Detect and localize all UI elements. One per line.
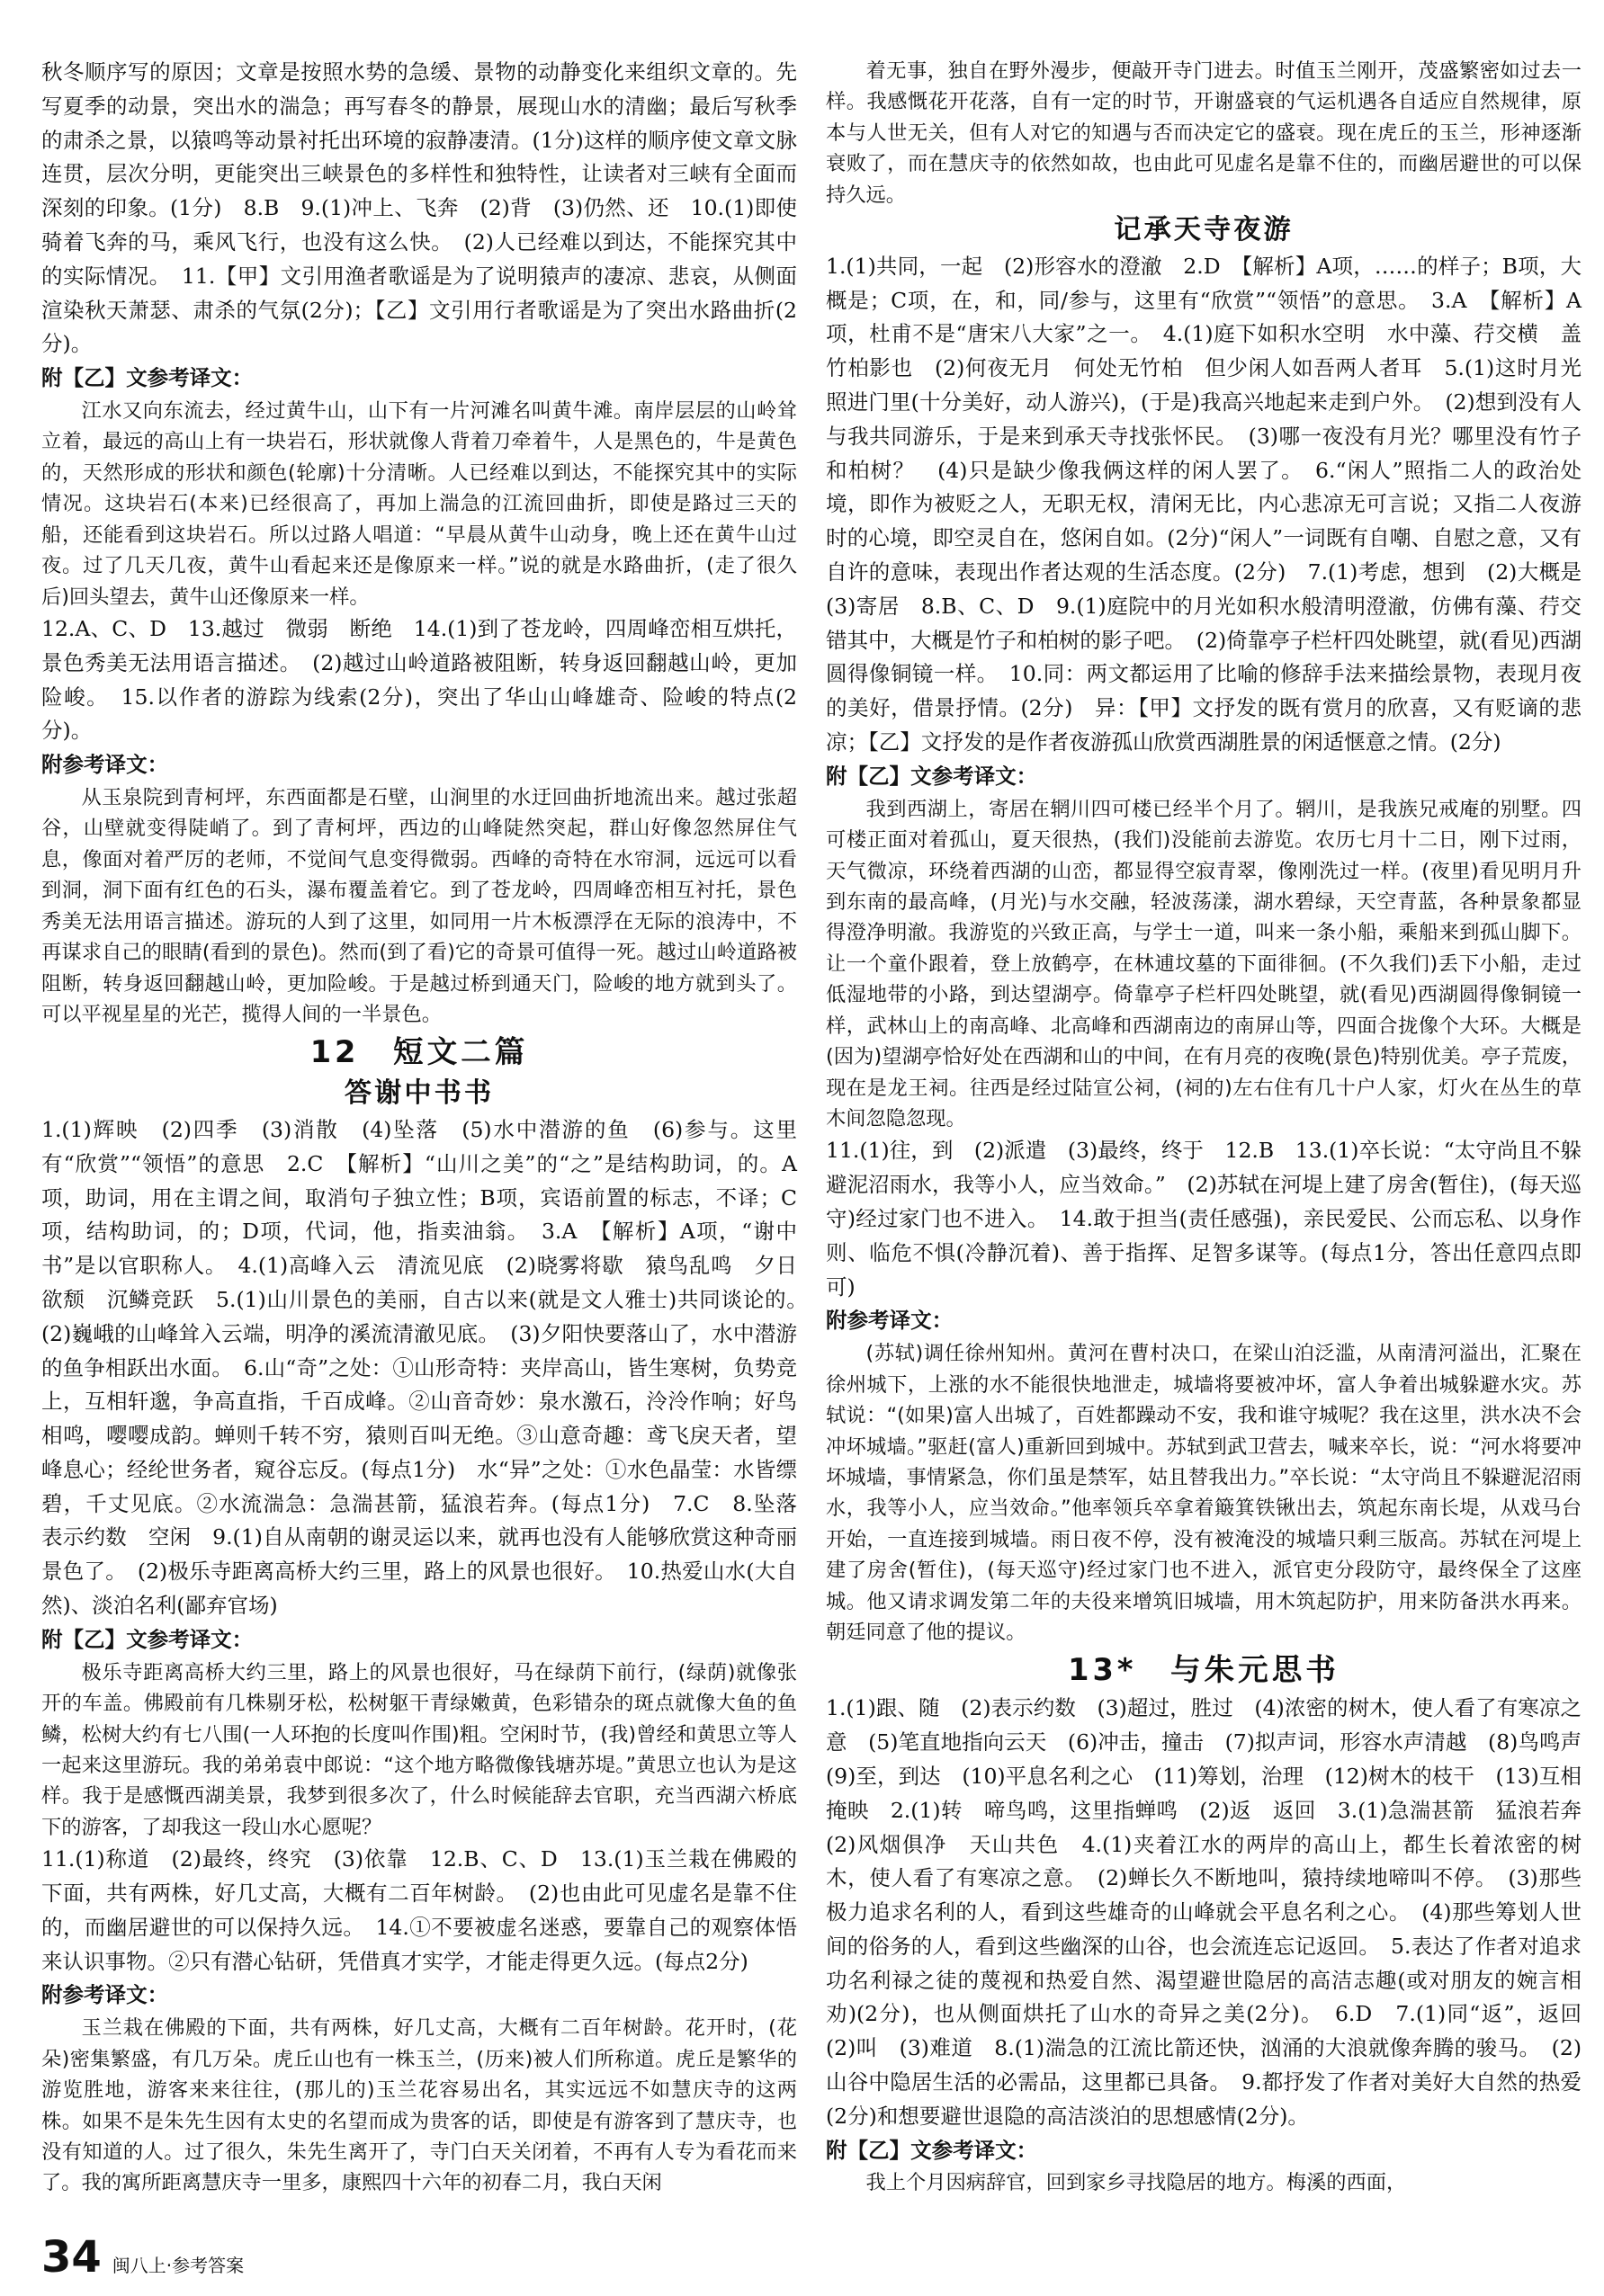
translation-heading: 附【乙】文参考译文：	[41, 365, 254, 391]
translation-paragraph: 江水又向东流去，经过黄牛山，山下有一片河滩名叫黄牛滩。南岸层层的山岭耸立着，最远的高山上有一块岩石，形状就像人背着刀牵着牛，人是黑色的，牛是黄色的，天然形成的形状和颜色(轮廓)十分清晰。人已经难以到达，不能探究其中的实际情况。这块岩石(本来)已经很高了，再加上湍急的江流回曲折，即使是路过三天的船，还能看到这块岩石。所以过路人唱道：“早晨从黄牛山动身，晚上还在黄牛山过夜。过了几天几夜，黄牛山看起来还是像原来一样。”说的就是水路曲折，(走了很久后)回头望去，黄牛山还像原来一样。	[41, 398, 797, 609]
translation-paragraph: 着无事，独自在野外漫步，便敲开寺门进去。时值玉兰刚开，茂盛繁密如过去一样。我感慨花开花落，自有一定的时节，开谢盛衰的气运机遇各自适应自然规律，原本与人世无关，但有人对它的知遇与否而决定它的盛衰。现在虎丘的玉兰，形神逐渐衰败了，而在慧庆寺的依然如故，也由此可见虚名是靠不住的，而幽居避世的可以保持久远。	[826, 59, 1582, 207]
translation-paragraph: (苏轼)调任徐州知州。黄河在曹村决口，在梁山泊泛滥，从南清河溢出，汇聚在徐州城下，上涨的水不能很快地泄走，城墙将要被冲坏，富人争着出城躲避水灾。苏轼说：“(如果)富人出城了，百姓都躁动不安，我和谁守城呢？我在这里，洪水决不会冲坏城墙。”驱赶(富人)重新回到城中。苏轼到武卫营去，喊来卒长，说：“河水将要冲坏城墙，事情紧急，你们虽是禁军，姑且替我出力。”卒长说：“太守尚且不躲避泥沼雨水，我等小人，应当效命。”他率领兵卒拿着簸箕铁锹出去，筑起东南长堤，从戏马台开始，一直连接到城墙。雨日夜不停，没有被淹没的城墙只剩三版高。苏轼在河堤上建了房舍(暂住)，(每天巡守)经过家门也不进入，派官吏分段防守，最终保全了这座城。他又请求调发第二年的夫役来增筑旧城墙，用木筑起防护，用来防备洪水再来。朝廷同意了他的提议。	[826, 1342, 1582, 1645]
section-title: 12 短文二篇	[309, 1033, 529, 1069]
answer-paragraph: 秋冬顺序写的原因；文章是按照水势的急缓、景物的动静变化来组织文章的。先写夏季的动景，突出水的湍急；再写春冬的静景，展现山水的清幽；最后写秋季的肃杀之景，以猿鸣等动景衬托出环境的寂静凄清。(1分)这样的顺序使文章文脉连贯，层次分明，更能突出三峡景色的多样性和独特性，让读者对三峡有全面而深刻的印象。(1分) 8.B 9.(1)冲上、飞奔 (2)背 (3)仍然、还 10.(1)即使骑着飞奔的马，乘风飞行，也没有这么快。 (2)人已经难以到达，不能探究其中的实际情况。 11.【甲】文引用渔者歌谣是为了说明猿声的凄凉、悲哀，从侧面渲染秋天萧瑟、肃杀的气氛(2分)；【乙】文引用行者歌谣是为了突出水路曲折(2分)。	[41, 59, 797, 357]
answer-paragraph: 1.(1)辉映 (2)四季 (3)消散 (4)坠落 (5)水中潜游的鱼 (6)参与。这里有“欣赏”“领悟”的意思 2.C 【解析】“山川之美”的“之”是结构助词，的。A项，助词，用在主谓之间，取消句子独立性；B项，宾语前置的标志，不译；C项，结构助词，的；D项，代词，他，指卖油翁。 3.A 【解析】A项，“谢中书”是以官职称人。 4.(1)高峰入云 清流见底 (2)晓雾将歇 猿鸟乱鸣 夕日欲颓 沉鳞竞跃 5.(1)山川景色的美丽，自古以来(就是文人雅士)共同谈论的。 (2)巍峨的山峰耸入云端，明净的溪流清澈见底。 (3)夕阳快要落山了，水中潜游的鱼争相跃出水面。 6.山“奇”之处：①山形奇特：夹岸高山，皆生寒树，负势竞上，互相轩邈，争高直指，千百成峰。②山音奇妙：泉水激石，泠泠作响；好鸟相鸣，嘤嘤成韵。蝉则千转不穷，猿则百叫无绝。③山意奇趣：鸢飞戾天者，望峰息心；经纶世务者，窥谷忘反。(每点1分) 水“异”之处：①水色晶莹：水皆缥碧，千丈见底。②水流湍急：急湍甚箭，猛浪若奔。(每点1分) 7.C 8.坠落 表示约数 空闲 9.(1)自从南朝的谢灵运以来，就再也没有人能够欣赏这种奇丽景色了。 (2)极乐寺距离高桥大约三里，路上的风景也很好。 10.热爱山水(大自然)、淡泊名利(鄙弃官场)	[41, 1116, 819, 1619]
translation-paragraph: 我到西湖上，寄居在辋川四可楼已经半个月了。辋川，是我族兄戒庵的别墅。四可楼正面对着孤山，夏天很热，(我们)没能前去游览。农历七月十二日，刚下过雨，天气微凉，环绕着西湖的山峦，都显得空寂青翠，像刚洗过一样。(夜里)看见明月升到东南的最高峰，(月光)与水交融，轻波荡漾，湖水碧绿，天空青蓝，各种景象都显得澄净明澈。我游览的兴致正高，与学士一道，叫来一条小船，乘船来到孤山脚下。让一个童仆跟着，登上放鹤亭，在林逋坟墓的下面徘徊。(不久我们)丢下小船，走过低湿地带的小路，到达望湖亭。倚靠亭子栏杆四处眺望，就(看见)西湖圆得像铜镜一样，武林山上的南高峰、北高峰和西湖南边的南屏山等，四面合拢像个大环。大概是(因为)望湖亭恰好处在西湖和山的中间，在有月亮的夜晚(景色)特别优美。亭子荒废，现在是龙王祠。往西是经过陆宣公祠，(祠的)左右住有几十户人家，灯火在丛生的草木间忽隐忽现。	[826, 797, 1582, 1130]
footer-tag: 闽八上·参考答案	[112, 2255, 245, 2276]
page-number: 34	[41, 2232, 102, 2283]
translation-heading: 附参考译文：	[826, 1308, 954, 1334]
translation-paragraph: 我上个月因病辞官，回到家乡寻找隐居的地方。梅溪的西面，	[865, 2171, 1407, 2195]
translation-paragraph: 从玉泉院到青柯坪，东西面都是石壁，山涧里的水迂回曲折地流出来。越过张超谷，山壁就变得陡峭了。到了青柯坪，西边的山峰陡然突起，群山好像忽然屏住气息，像面对着严厉的老师，不觉间气息变得微弱。西峰的奇特在水帘洞，远远可以看到洞，洞下面有红色的石头，瀑布覆盖着它。到了苍龙岭，四周峰峦相互衬托，景色秀美无法用语言描述。游玩的人到了这里，如同用一片木板漂浮在无际的浪涛中，不再谋求自己的眼睛(看到的景色)。然而(到了看)它的奇景可值得一死。越过山岭道路被阻断，转身返回翻越山岭，更加险峻。于是越过桥到通天门，险峻的地方就到头了。可以平视星星的光芒，揽得人间的一半景色。	[41, 786, 797, 1027]
answer-paragraph: 1.(1)跟、随 (2)表示约数 (3)超过，胜过 (4)浓密的树木，使人看了有寒凉之意 (5)笔直地指向云天 (6)冲击，撞击 (7)拟声词，形容水声清越 (8)鸟鸣声 (9)至，到达 (10)平息名利之心 (11)筹划，治理 (12)树木的枝干 (13)互相掩映 2.(1)转 啼鸟鸣，这里指蝉鸣 (2)返 返回 3.(1)急湍甚箭 猛浪若奔 (2)风烟俱净 天山共色 4.(1)夹着江水的两岸的高山上，都生长着浓密的树木，使人看了有寒凉之意。 (2)蝉长久不断地叫，猿持续地啼叫不停。 (3)那些极力追求名利的人，看到这些雄奇的山峰就会平息名利之心。 (4)那些筹划人世间的俗务的人，看到这些幽深的山谷，也会流连忘记返回。 5.表达了作者对追求功名利禄之徒的蔑视和热爱自然、渴望避世隐居的高洁志趣(或对朋友的婉言相劝)(2分)，也从侧面烘托了山水的奇异之美(2分)。 6.D 7.(1)同“返”，返回 (2)叫 (3)难道 8.(1)湍急的江流比箭还快，汹涌的大浪就像奔腾的骏马。 (2)山谷中隐居生活的必需品，这里都已具备。 9.都抒发了作者对美好大自然的热爱(2分)和想要避世退隐的高洁淡泊的思想感情(2分)。	[826, 1695, 1603, 2129]
subsection-title: 记承天寺夜游	[1114, 214, 1294, 246]
answer-paragraph: 11.(1)称道 (2)最终，终究 (3)依靠 12.B、C、D 13.(1)玉兰栽在佛殿的下面，共有两株，好几丈高，大概有二百年树龄。 (2)也由此可见虚名是靠不住的，而幽居避世的可以保持久远。 14.①不要被虚名迷惑，要靠自己的观察体悟来认识事物。②只有潜心钻研，凭借真才实学，才能走得更久远。(每点2分)	[41, 1846, 797, 1974]
translation-heading: 附【乙】文参考译文：	[41, 1626, 254, 1652]
translation-heading: 附【乙】文参考译文：	[826, 2137, 1038, 2163]
page-footer	[41, 2232, 244, 2283]
section-title: 13* 与朱元思书	[1068, 1651, 1340, 1687]
answer-paragraph: 12.A、C、D 13.越过 微弱 断绝 14.(1)到了苍龙岭，四周峰峦相互烘托，景色秀美无法用语言描述。 (2)越过山岭道路被阻断，转身返回翻越山岭，更加险峻。 15.以作者的游踪为线索(2分)，突出了华山山峰雄奇、险峻的特点(2分)。	[41, 616, 797, 744]
translation-paragraph: 极乐寺距离高桥大约三里，路上的风景也很好，马在绿荫下前行，(绿荫)就像张开的车盖。佛殿前有几株剔牙松，松树躯干青绿嫩黄，色彩错杂的斑点就像大鱼的鱼鳞，松树大约有七八围(一人环抱的长度叫作围)粗。空闲时节，(我)曾经和黄思立等人一起来这里游玩。我的弟弟袁中郎说：“这个地方略微像钱塘苏堤。”黄思立也认为是这样。我于是感慨西湖美景，我梦到很多次了，什么时候能辞去官职，充当西湖六桥底下的游客，了却我这一段山水心愿呢？	[41, 1660, 797, 1839]
subsection-title: 答谢中书书	[344, 1077, 495, 1110]
left-column	[41, 56, 819, 2199]
translation-paragraph: 玉兰栽在佛殿的下面，共有两株，好几丈高，大概有二百年树龄。花开时，(花朵)密集繁盛，有几万朵。虎丘山也有一株玉兰，(历来)被人们所称道。虎丘是繁华的游览胜地，游客来来往往，(那儿的)玉兰花容易出名，其实远远不如慧庆寺的这两株。如果不是朱先生因有太史的名望而成为贵客的话，即使是有游客到了慧庆寺，也没有知道的人。过了很久，朱先生离开了，寺门白天关闭着，不再有人专为看花而来了。我的寓所距离慧庆寺一里多，康熙四十六年的初春二月，我白天闲	[41, 2016, 797, 2195]
translation-heading: 附参考译文：	[41, 752, 169, 778]
translation-heading: 附【乙】文参考译文：	[826, 763, 1038, 789]
answer-paragraph: 11.(1)往，到 (2)派遣 (3)最终，终于 12.B 13.(1)卒长说：“太守尚且不躲避泥沼雨水，我等小人，应当效命。” (2)苏轼在河堤上建了房舍(暂住)，(每天巡守)经过家门也不进入。 14.敢于担当(责任感强)，亲民爱民、公而忘私、以身作则、临危不惧(冷静沉着)、善于指挥、足智多谋等。(每点1分，答出任意四点即可)	[826, 1138, 1582, 1300]
answer-paragraph: 1.(1)共同，一起 (2)形容水的澄澈 2.D 【解析】A项，……的样子；B项，大概是；C项，在，和，同/参与，这里有“欣赏”“领悟”的意思。 3.A 【解析】A项，杜甫不是“唐宋八大家”之一。 4.(1)庭下如积水空明 水中藻、荇交横 盖竹柏影也 (2)何夜无月 何处无竹柏 但少闲人如吾两人者耳 5.(1)这时月光照进门里(十分美好，动人游兴)，(于是)我高兴地起来走到户外。 (2)想到没有人与我共同游乐，于是来到承天寺找张怀民。 (3)哪一夜没有月光？哪里没有竹子和柏树？ (4)只是缺少像我俩这样的闲人罢了。 6.“闲人”照指二人的政治处境，即作为被贬之人，无职无权，清闲无比，内心悲凉无可言说；又指二人夜游时的心境，即空灵自在，悠闲自如。(2分)“闲人”一词既有自嘲、自慰之意，又有自许的意味，表现出作者达观的生活态度。(2分) 7.(1)考虑，想到 (2)大概是 (3)寄居 8.B、C、D 9.(1)庭院中的月光如积水般清明澄澈，仿佛有藻、荇交错其中，大概是竹子和柏树的影子吧。 (2)倚靠亭子栏杆四处眺望，就(看见)西湖圆得像铜镜一样。 10.同：两文都运用了比喻的修辞手法来描绘景物，表现月夜的美好，借景抒情。(2分) 异：【甲】文抒发的既有赏月的欣喜，又有贬谪的悲凉；【乙】文抒发的是作者夜游孤山欣赏西湖胜景的闲适惬意之情。(2分)	[826, 253, 1603, 755]
right-column	[826, 56, 1603, 2199]
translation-heading: 附参考译文：	[41, 1982, 169, 2008]
